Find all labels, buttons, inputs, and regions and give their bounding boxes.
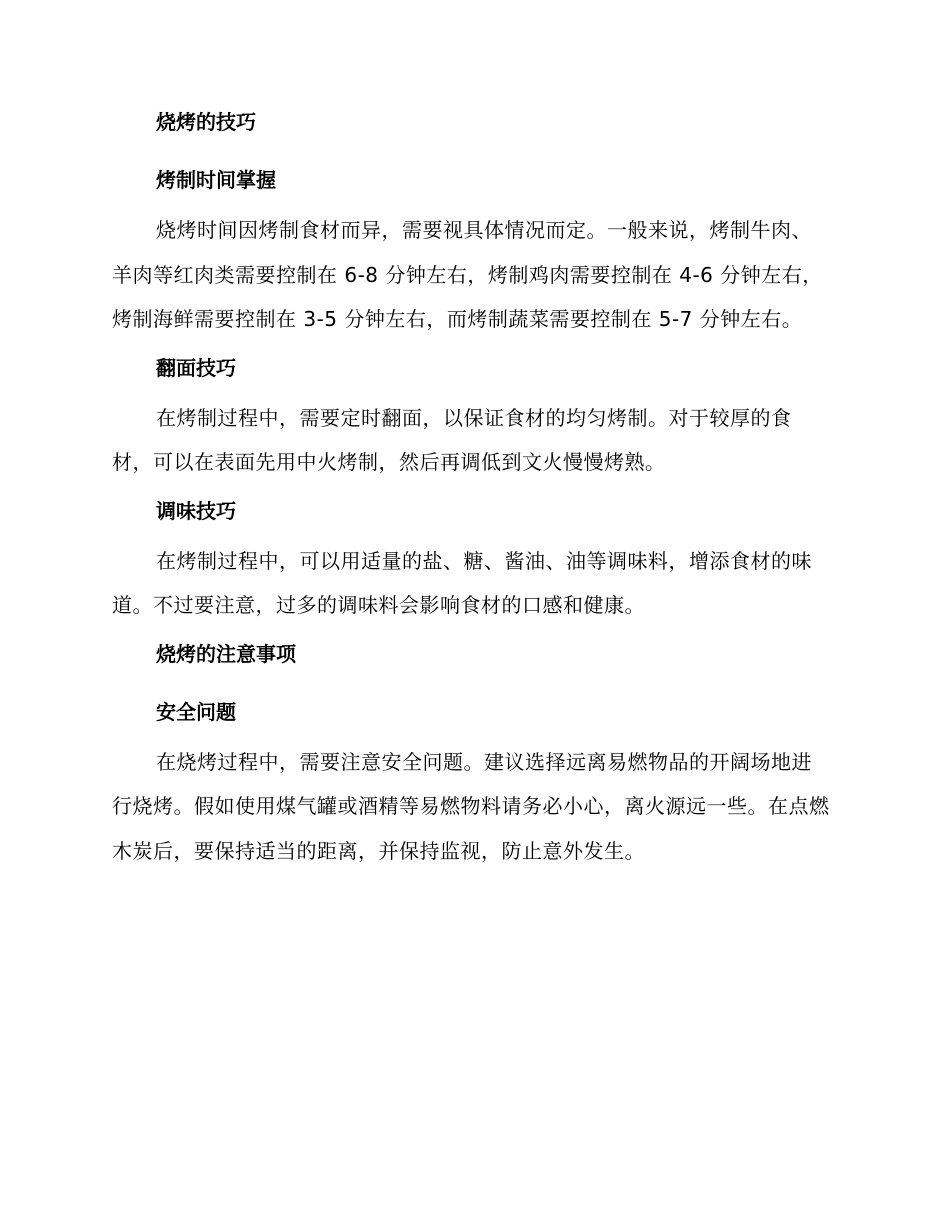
paragraph-seasoning: 在烤制过程中，可以用适量的盐、糖、酱油、油等调味料，增添食材的味道。不过要注意，过多的调味料会影响食材的口感和健康。 — [112, 548, 812, 617]
section-heading-bbq-tips: 烧烤的技巧 — [156, 110, 256, 134]
paragraph-flipping: 在烤制过程中，需要定时翻面，以保证食材的均匀烤制。对于较厚的食材，可以在表面先用中火烤制，然后再调低到文火慢慢烤熟。 — [112, 405, 792, 474]
subheading-grill-time: 烤制时间掌握 — [156, 168, 276, 192]
subheading-seasoning: 调味技巧 — [156, 498, 236, 523]
section-heading-bbq-precautions: 烧烤的注意事项 — [156, 641, 296, 666]
paragraph-grill-time: 烧烤时间因烤制食材而异，需要视具体情况而定。一般来说，烤制牛肉、羊肉等红肉类需要控制在 6-8 分钟左右，烤制鸡肉需要控制在 4-6 分钟左右，烤制海鲜需要控制在 3-5 分钟左右，而烤制蔬菜需要控制在 5-7 分钟左右。 — [112, 218, 823, 331]
document-page — [112, 106, 830, 873]
subheading-flipping: 翻面技巧 — [156, 355, 236, 380]
subheading-safety: 安全问题 — [156, 699, 236, 724]
paragraph-safety: 在烧烤过程中，需要注意安全问题。建议选择远离易燃物品的开阔场地进行烧烤。假如使用煤气罐或酒精等易燃物料请务必小心，离火源远一些。在点燃木炭后，要保持适当的距离，并保持监视，防止意外发生。 — [112, 749, 830, 863]
